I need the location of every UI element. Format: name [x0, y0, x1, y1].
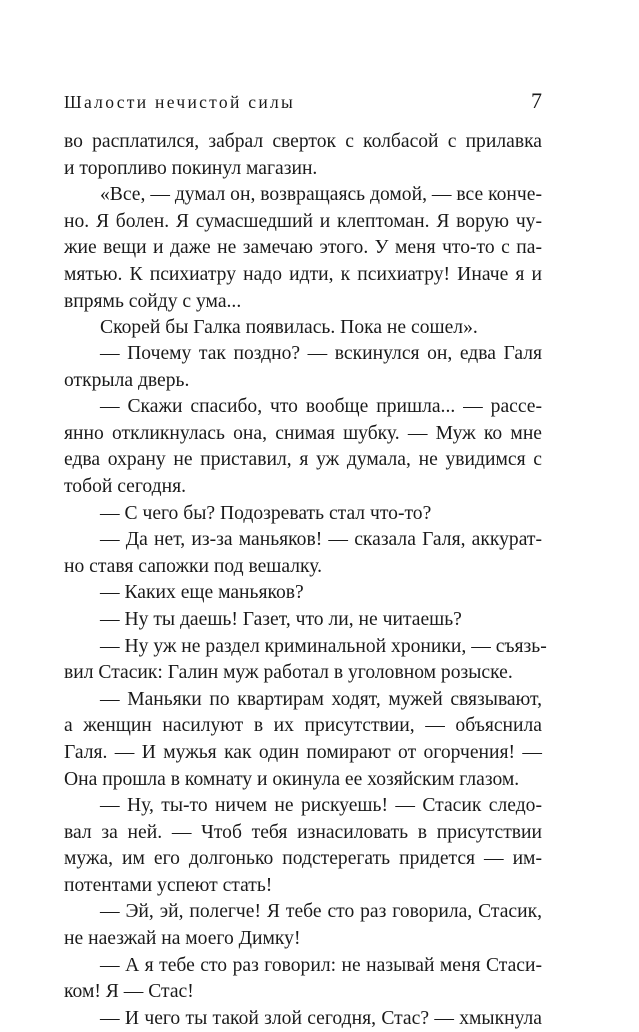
text-line: но. Я болен. Я сумасшедший и клептоман. Я ворую чу- — [64, 210, 542, 232]
text-line: — И чего ты такой злой сегодня, Стас? — хмыкнула — [100, 1007, 542, 1029]
text-line: вал за ней. — Чтоб тебя изнасиловать в присутствии — [64, 821, 542, 843]
text-line: — С чего бы? Подозревать стал что-то? — [100, 502, 432, 524]
text-line: и торопливо покинул магазин. — [64, 157, 318, 179]
text-line: впрямь сойду с ума... — [64, 290, 242, 312]
text-line: но ставя сапожки под вешалку. — [64, 555, 323, 577]
text-line: — А я тебе сто раз говорил: не называй меня Стаси- — [100, 954, 542, 976]
text-line: — Эй, эй, полегче! Я тебе сто раз говорила, Стасик, — [100, 901, 542, 923]
text-line: Скорей бы Галка появилась. Пока не сошел». — [100, 317, 478, 339]
text-block-2 — [64, 341, 547, 1032]
text-line: «Все, — думал он, возвращаясь домой, — все конче- — [100, 184, 542, 206]
text-line: вил Стасик: Галин муж работал в уголовном розыске. — [64, 662, 513, 684]
text-line: тобой сегодня. — [64, 475, 187, 497]
text-line: — Маньяки по квартирам ходят, мужей связывают, — [100, 688, 542, 710]
text-line: мятью. К психиатру надо идти, к психиатру! Иначе я и — [64, 263, 542, 285]
text-line: — Да нет, из-за маньяков! — сказала Галя, аккурат- — [100, 529, 542, 551]
text-line: — Каких еще маньяков? — [100, 582, 304, 604]
page-number: 7 — [531, 88, 542, 113]
text-line: — Ну уж не раздел криминальной хроники, — съязь- — [100, 635, 547, 657]
text-line: а женщин насилуют в их присутствии, — объяснила — [64, 715, 542, 737]
text-line: — Ну ты даешь! Газет, что ли, не читаешь? — [100, 608, 462, 630]
running-title: Шалости нечистой силы — [64, 92, 296, 112]
text-line: едва охрану не приставил, я уж думала, не увидимся с — [64, 449, 542, 471]
text-line: жие вещи и даже не замечаю этого. У меня что-то с па- — [64, 237, 542, 259]
text-line: Галя. — И мужья как один помирают от огорчения! — — [64, 741, 542, 763]
text-line: Она прошла в комнату и окинула ее хозяйским глазом. — [64, 768, 520, 790]
text-line: открыла дверь. — [64, 369, 190, 391]
text-line: не наезжай на моего Димку! — [64, 928, 301, 950]
text-line: — Ну, ты-то ничем не рискуешь! — Стасик следо- — [100, 795, 542, 817]
text-line: — Почему так поздно? — вскинулся он, едва Галя — [100, 343, 542, 364]
text-line: янно откликнулась она, снимая шубку. — Муж ко мне — [64, 422, 542, 444]
text-block-1 — [64, 129, 542, 342]
text-line: — Скажи спасибо, что вообще пришла... — рассе- — [100, 396, 542, 418]
text-line: мужа, им его долгонько подстерегать придется — им- — [64, 848, 542, 870]
text-line: во расплатился, забрал сверток с колбасой с прилавка — [64, 131, 542, 152]
text-line: ком! Я — Стас! — [64, 981, 194, 1003]
text-line: потентами успеют стать! — [64, 874, 273, 896]
